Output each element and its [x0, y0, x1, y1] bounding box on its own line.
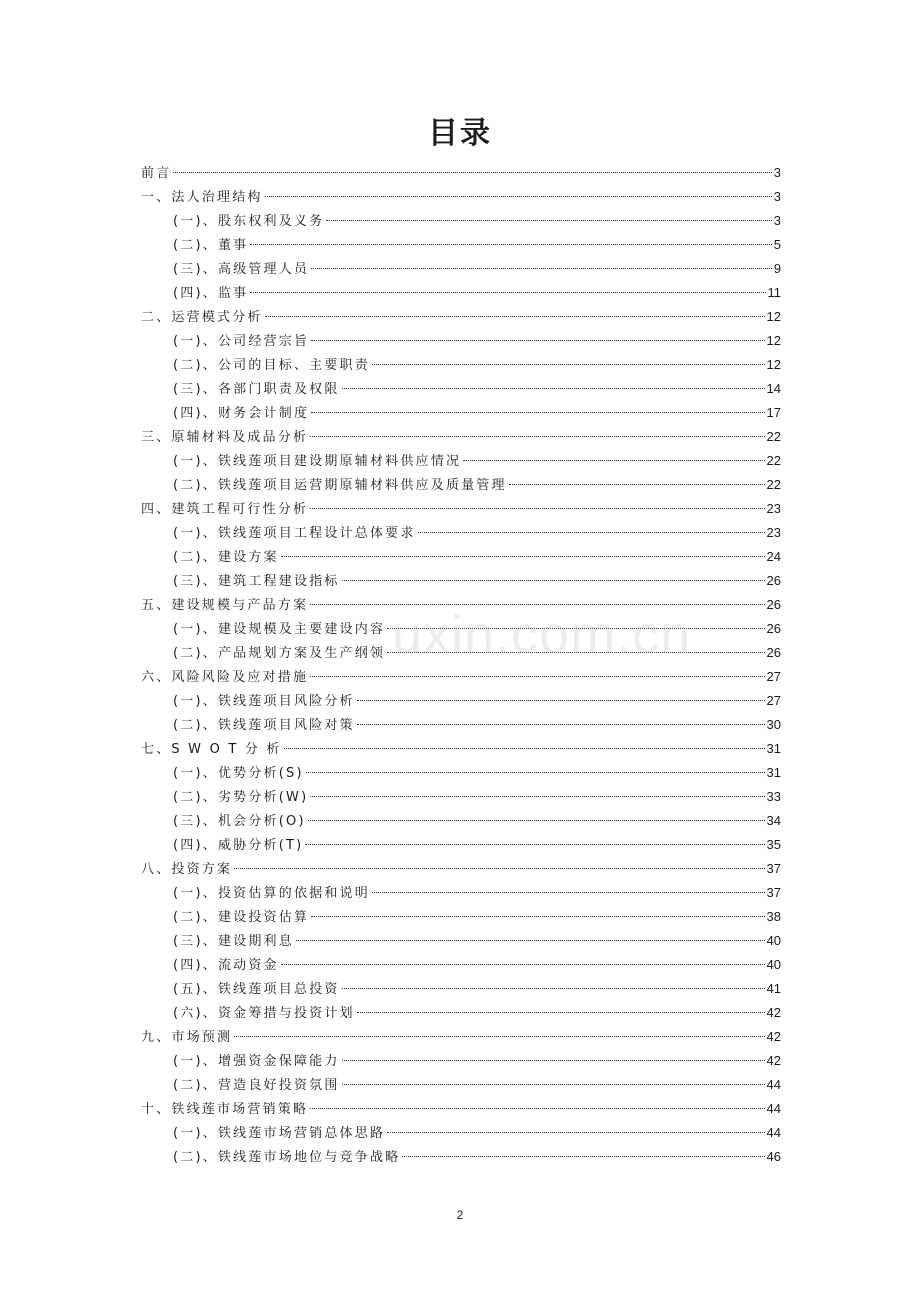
- toc-entry-page: 27: [766, 693, 781, 708]
- toc-entry-title: (一)、增强资金保障能力: [173, 1054, 340, 1069]
- toc-entry-page: 44: [766, 1077, 781, 1092]
- toc-entry-page: 40: [766, 957, 781, 972]
- toc-section-entry[interactable]: [141, 953, 781, 977]
- toc-entry-title: (二)、铁线莲项目风险对策: [173, 718, 355, 733]
- toc-title: 目录: [428, 116, 492, 151]
- toc-entry-title: 七、S W O T 分 析: [141, 742, 282, 757]
- toc-dot-leader: [418, 532, 765, 533]
- toc-entry-page: 14: [766, 381, 781, 396]
- toc-entry-page: 11: [767, 285, 781, 300]
- toc-entry-page: 26: [766, 573, 781, 588]
- toc-entry-page: 23: [766, 501, 781, 516]
- toc-entry-title: (二)、建设投资估算: [173, 910, 310, 925]
- toc-section-entry[interactable]: [141, 209, 781, 233]
- toc-entry-page: 5: [773, 237, 781, 252]
- toc-dot-leader: [234, 1036, 764, 1037]
- toc-entry-title: (一)、建设规模及主要建设内容: [173, 622, 386, 637]
- toc-entry-title: (一)、铁线莲项目工程设计总体要求: [173, 526, 416, 541]
- toc-section-entry[interactable]: [141, 281, 781, 305]
- toc-entry-title: 四、建筑工程可行性分析: [141, 502, 309, 517]
- toc-dot-leader: [357, 724, 765, 725]
- toc-dot-leader: [310, 604, 764, 605]
- toc-dot-leader: [305, 844, 764, 845]
- toc-section-entry[interactable]: [141, 1073, 781, 1097]
- toc-section-entry[interactable]: [141, 809, 781, 833]
- toc-section-entry[interactable]: [141, 353, 781, 377]
- toc-chapter-entry[interactable]: [141, 1097, 781, 1121]
- page-number: 2: [456, 1208, 464, 1222]
- toc-section-entry[interactable]: [141, 449, 781, 473]
- toc-chapter-entry[interactable]: [141, 497, 781, 521]
- toc-section-entry[interactable]: [141, 713, 781, 737]
- toc-chapter-entry[interactable]: [141, 857, 781, 881]
- toc-dot-leader: [342, 580, 765, 581]
- toc-entry-page: 12: [766, 357, 781, 372]
- toc-dot-leader: [387, 652, 764, 653]
- toc-section-entry[interactable]: [141, 1145, 781, 1169]
- toc-section-entry[interactable]: [141, 377, 781, 401]
- toc-entry-title: (四)、监事: [173, 286, 249, 301]
- toc-entry-page: 38: [766, 909, 781, 924]
- toc-dot-leader: [306, 772, 765, 773]
- toc-chapter-entry[interactable]: [141, 1025, 781, 1049]
- toc-dot-leader: [372, 364, 765, 365]
- toc-entry-title: (二)、营造良好投资氛围: [173, 1078, 340, 1093]
- toc-section-entry[interactable]: [141, 401, 781, 425]
- toc-entry-page: 24: [766, 549, 781, 564]
- toc-entry-title: (一)、铁线莲项目建设期原辅材料供应情况: [173, 454, 462, 469]
- toc-entry-page: 22: [766, 453, 781, 468]
- toc-entry-title: (一)、股东权利及义务: [173, 214, 325, 229]
- toc-entry-page: 37: [766, 861, 781, 876]
- toc-entry-title: (四)、财务会计制度: [173, 406, 310, 421]
- toc-entry-title: (二)、建设方案: [173, 550, 279, 565]
- toc-chapter-entry[interactable]: [141, 305, 781, 329]
- toc-dot-leader: [281, 556, 765, 557]
- toc-chapter-entry[interactable]: [141, 665, 781, 689]
- toc-section-entry[interactable]: [141, 641, 781, 665]
- toc-entry-page: 31: [766, 741, 781, 756]
- toc-dot-leader: [342, 388, 765, 389]
- toc-chapter-entry[interactable]: [141, 185, 781, 209]
- toc-chapter-entry[interactable]: [141, 161, 781, 185]
- toc-entry-page: 3: [773, 189, 781, 204]
- toc-entry-title: (三)、建筑工程建设指标: [173, 574, 340, 589]
- toc-dot-leader: [372, 892, 765, 893]
- toc-section-entry[interactable]: [141, 329, 781, 353]
- toc-entry-title: (四)、流动资金: [173, 958, 279, 973]
- toc-entry-page: 26: [766, 621, 781, 636]
- toc-entry-title: (六)、资金筹措与投资计划: [173, 1006, 355, 1021]
- toc-entry-page: 40: [766, 933, 781, 948]
- toc-entry-page: 44: [766, 1101, 781, 1116]
- toc-dot-leader: [463, 460, 764, 461]
- toc-section-entry[interactable]: [141, 521, 781, 545]
- toc-section-entry[interactable]: [141, 257, 781, 281]
- toc-entry-page: 12: [766, 309, 781, 324]
- toc-section-entry[interactable]: [141, 785, 781, 809]
- toc-section-entry[interactable]: [141, 233, 781, 257]
- toc-entry-page: 33: [766, 789, 781, 804]
- toc-entry-title: (一)、优势分析(S): [173, 766, 304, 781]
- watermark: uxin.com.cn: [392, 605, 692, 665]
- toc-entry-title: (一)、公司经营宗旨: [173, 334, 310, 349]
- toc-entry-page: 46: [766, 1149, 781, 1164]
- toc-dot-leader: [310, 1108, 764, 1109]
- toc-entry-page: 37: [766, 885, 781, 900]
- toc-entry-title: (一)、投资估算的依据和说明: [173, 886, 370, 901]
- toc-dot-leader: [310, 676, 764, 677]
- toc-dot-leader: [250, 244, 771, 245]
- toc-entry-page: 26: [766, 597, 781, 612]
- toc-dot-leader: [281, 964, 765, 965]
- toc-entry-page: 22: [766, 429, 781, 444]
- toc-section-entry[interactable]: [141, 689, 781, 713]
- toc-section-entry[interactable]: [141, 569, 781, 593]
- toc-section-entry[interactable]: [141, 1121, 781, 1145]
- toc-entry-page: 26: [766, 645, 781, 660]
- toc-entry-page: 34: [766, 813, 781, 828]
- toc-dot-leader: [234, 868, 764, 869]
- toc-section-entry[interactable]: [141, 1001, 781, 1025]
- toc-entry-title: (二)、董事: [173, 238, 249, 253]
- toc-entry-title: (二)、铁线莲项目运营期原辅材料供应及质量管理: [173, 478, 507, 493]
- toc-entry-page: 30: [766, 717, 781, 732]
- toc-entry-title: (二)、公司的目标、主要职责: [173, 358, 370, 373]
- toc-dot-leader: [342, 1084, 765, 1085]
- toc-entry-title: (三)、各部门职责及权限: [173, 382, 340, 397]
- toc-entry-title: (五)、铁线莲项目总投资: [173, 982, 340, 997]
- toc-dot-leader: [357, 1012, 765, 1013]
- toc-dot-leader: [402, 1156, 764, 1157]
- toc-dot-leader: [284, 748, 765, 749]
- toc-entry-page: 3: [773, 213, 781, 228]
- toc-entry-title: 二、运营模式分析: [141, 310, 263, 325]
- toc-section-entry[interactable]: [141, 905, 781, 929]
- toc-entry-page: 27: [766, 669, 781, 684]
- toc-entry-title: (三)、机会分析(O): [173, 814, 306, 829]
- toc-section-entry[interactable]: [141, 833, 781, 857]
- toc-dot-leader: [310, 796, 764, 797]
- toc-entry-title: (二)、铁线莲市场地位与竞争战略: [173, 1150, 401, 1165]
- toc-entry-title: 一、法人治理结构: [141, 190, 263, 205]
- toc-section-entry[interactable]: [141, 545, 781, 569]
- toc-entry-title: (二)、产品规划方案及生产纲领: [173, 646, 386, 661]
- toc-entry-page: 23: [766, 525, 781, 540]
- toc-dot-leader: [296, 940, 765, 941]
- toc-dot-leader: [326, 220, 771, 221]
- toc-dot-leader: [311, 916, 764, 917]
- toc-dot-leader: [265, 196, 772, 197]
- toc-entry-page: 42: [766, 1053, 781, 1068]
- toc-section-entry[interactable]: [141, 761, 781, 785]
- toc-dot-leader: [342, 1060, 765, 1061]
- toc-list: [141, 161, 781, 1169]
- toc-entry-page: 31: [766, 765, 781, 780]
- toc-dot-leader: [308, 820, 765, 821]
- toc-entry-page: 3: [773, 165, 781, 180]
- toc-entry-title: 十、铁线莲市场营销策略: [141, 1102, 309, 1117]
- toc-entry-page: 12: [766, 333, 781, 348]
- toc-entry-title: 八、投资方案: [141, 862, 233, 877]
- toc-entry-page: 42: [766, 1029, 781, 1044]
- toc-entry-title: 三、原辅材料及成品分析: [141, 430, 309, 445]
- toc-dot-leader: [387, 1132, 764, 1133]
- toc-chapter-entry[interactable]: [141, 593, 781, 617]
- toc-entry-page: 9: [773, 261, 781, 276]
- toc-entry-page: 22: [766, 477, 781, 492]
- toc-chapter-entry[interactable]: [141, 737, 781, 761]
- toc-entry-title: (四)、威胁分析(T): [173, 838, 304, 853]
- toc-dot-leader: [387, 628, 764, 629]
- toc-section-entry[interactable]: [141, 617, 781, 641]
- toc-entry-title: (三)、高级管理人员: [173, 262, 310, 277]
- toc-dot-leader: [310, 436, 764, 437]
- toc-chapter-entry[interactable]: [141, 425, 781, 449]
- toc-dot-leader: [509, 484, 765, 485]
- toc-entry-title: (三)、建设期利息: [173, 934, 294, 949]
- toc-dot-leader: [342, 988, 765, 989]
- toc-dot-leader: [310, 508, 764, 509]
- toc-section-entry[interactable]: [141, 929, 781, 953]
- toc-entry-page: 41: [766, 981, 781, 996]
- toc-dot-leader: [311, 340, 764, 341]
- toc-entry-title: (一)、铁线莲项目风险分析: [173, 694, 355, 709]
- toc-entry-title: 五、建设规模与产品方案: [141, 598, 309, 613]
- toc-section-entry[interactable]: [141, 1049, 781, 1073]
- toc-entry-page: 42: [766, 1005, 781, 1020]
- toc-entry-page: 17: [766, 405, 781, 420]
- toc-section-entry[interactable]: [141, 473, 781, 497]
- toc-dot-leader: [311, 412, 764, 413]
- toc-dot-leader: [357, 700, 765, 701]
- toc-entry-title: 前言: [141, 166, 172, 181]
- toc-entry-title: 九、市场预测: [141, 1030, 233, 1045]
- toc-entry-title: (二)、劣势分析(W): [173, 790, 309, 805]
- toc-section-entry[interactable]: [141, 881, 781, 905]
- toc-dot-leader: [250, 292, 765, 293]
- toc-dot-leader: [311, 268, 772, 269]
- toc-dot-leader: [265, 316, 765, 317]
- toc-entry-page: 35: [766, 837, 781, 852]
- toc-dot-leader: [173, 172, 771, 173]
- toc-entry-page: 44: [766, 1125, 781, 1140]
- toc-section-entry[interactable]: [141, 977, 781, 1001]
- toc-entry-title: 六、风险风险及应对措施: [141, 670, 309, 685]
- toc-entry-title: (一)、铁线莲市场营销总体思路: [173, 1126, 386, 1141]
